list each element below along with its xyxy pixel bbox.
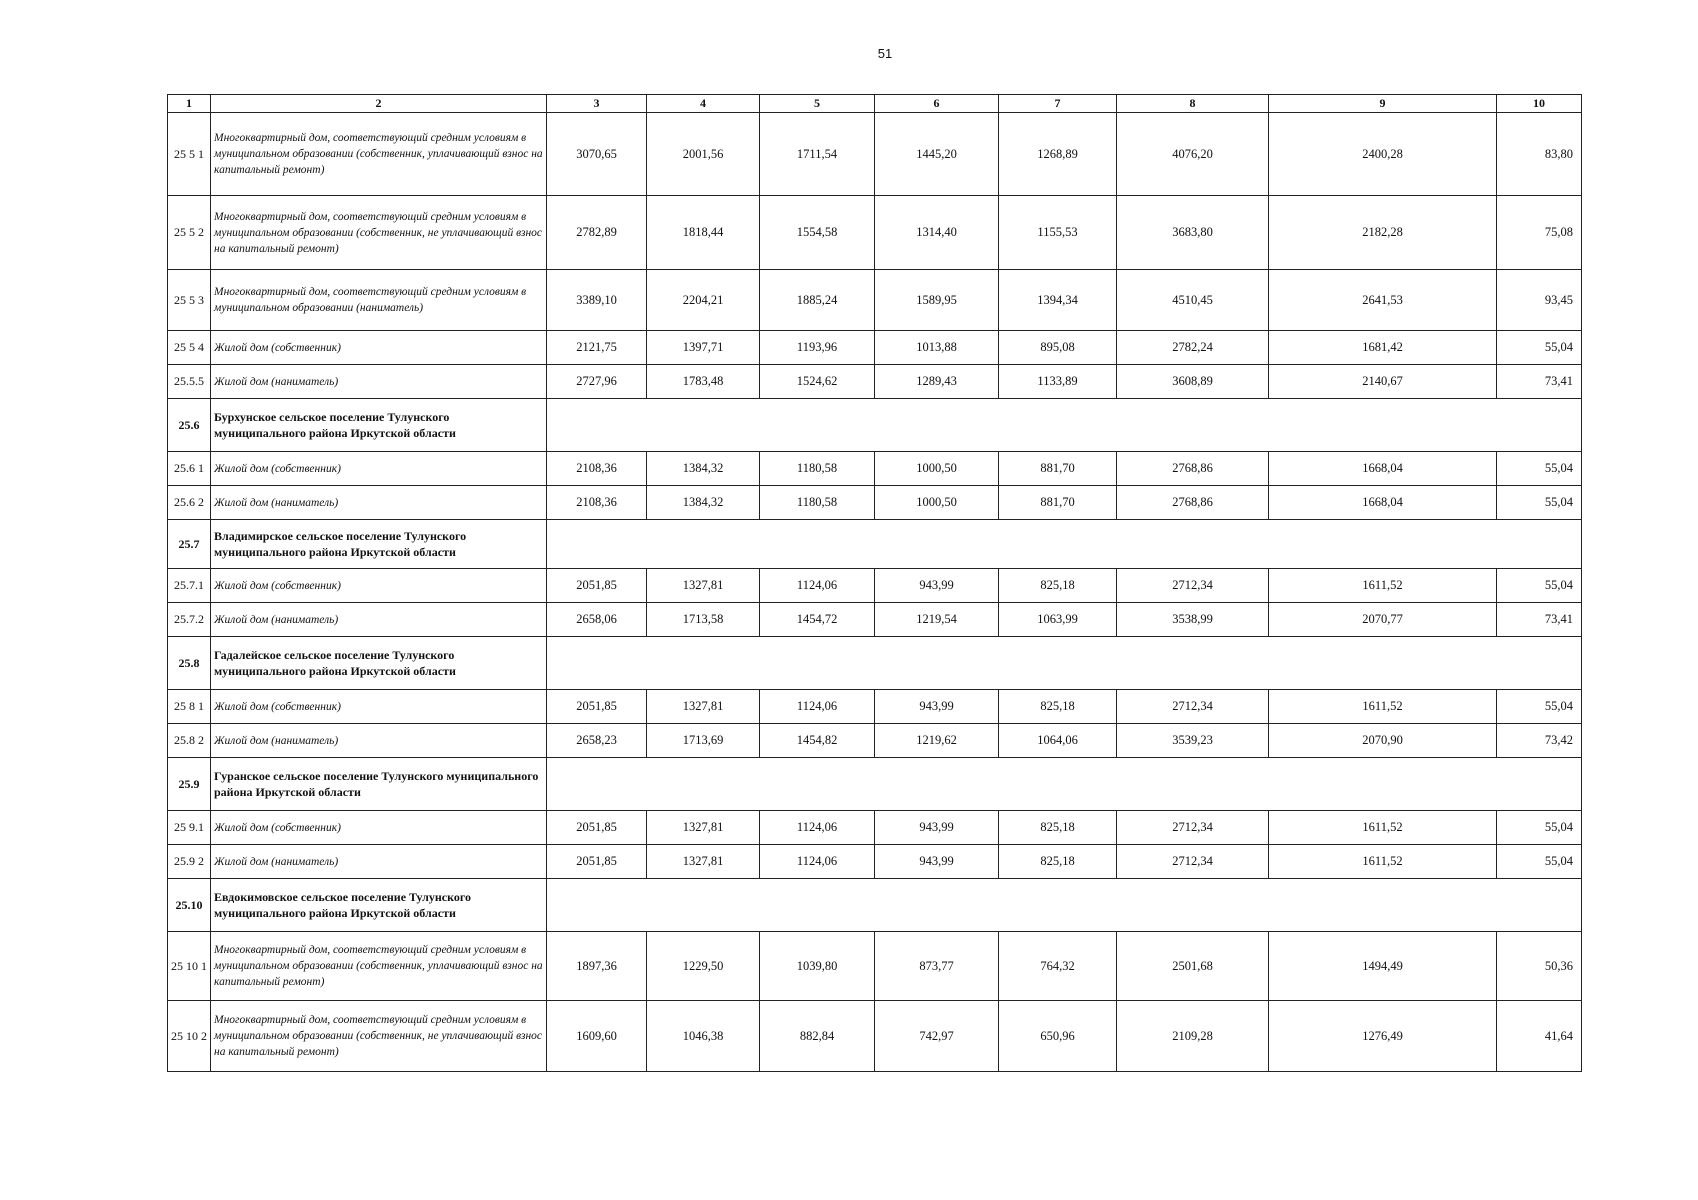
value-cell: 1384,32 (647, 486, 760, 520)
value-cell: 2712,34 (1117, 690, 1269, 724)
value-cell: 93,45 (1497, 270, 1582, 331)
value-cell: 2712,34 (1117, 569, 1269, 603)
section-name: Гадалейское сельское поселение Тулунского муниципального района Иркутской области (211, 637, 547, 690)
column-header: 1 (168, 95, 211, 113)
table-row (168, 603, 1582, 637)
value-cell: 1064,06 (999, 724, 1117, 758)
value-cell: 2051,85 (547, 845, 647, 879)
value-cell: 1039,80 (760, 932, 875, 1001)
value-cell: 1713,69 (647, 724, 760, 758)
value-cell: 4076,20 (1117, 113, 1269, 196)
section-filler (547, 879, 1582, 932)
value-cell: 1611,52 (1269, 569, 1497, 603)
value-cell: 1327,81 (647, 569, 760, 603)
value-cell: 1668,04 (1269, 452, 1497, 486)
value-cell: 1524,62 (760, 365, 875, 399)
row-name: Многоквартирный дом, соответствующий средним условиям в муниципальном образовании (собственник, не уплачивающий взнос на капитальный ремонт) (211, 196, 547, 270)
value-cell: 1327,81 (647, 811, 760, 845)
value-cell: 943,99 (875, 811, 999, 845)
value-cell: 1155,53 (999, 196, 1117, 270)
value-cell: 55,04 (1497, 690, 1582, 724)
value-cell: 50,36 (1497, 932, 1582, 1001)
value-cell: 1276,49 (1269, 1001, 1497, 1072)
value-cell: 2204,21 (647, 270, 760, 331)
row-code: 25.7 (168, 520, 211, 569)
value-cell: 55,04 (1497, 811, 1582, 845)
value-cell: 1394,34 (999, 270, 1117, 331)
row-name: Многоквартирный дом, соответствующий средним условиям в муниципальном образовании (собственник, уплачивающий взнос на капитальный ремонт) (211, 113, 547, 196)
row-name: Жилой дом (собственник) (211, 811, 547, 845)
value-cell: 943,99 (875, 569, 999, 603)
column-header: 3 (547, 95, 647, 113)
value-cell: 75,08 (1497, 196, 1582, 270)
value-cell: 1885,24 (760, 270, 875, 331)
row-code: 25.10 (168, 879, 211, 932)
value-cell: 1397,71 (647, 331, 760, 365)
column-header: 7 (999, 95, 1117, 113)
column-header: 6 (875, 95, 999, 113)
value-cell: 4510,45 (1117, 270, 1269, 331)
value-cell: 943,99 (875, 845, 999, 879)
row-code: 25 10 1 (168, 932, 211, 1001)
table-row (168, 690, 1582, 724)
value-cell: 2070,77 (1269, 603, 1497, 637)
value-cell: 764,32 (999, 932, 1117, 1001)
value-cell: 3070,65 (547, 113, 647, 196)
value-cell: 2782,89 (547, 196, 647, 270)
column-header: 5 (760, 95, 875, 113)
value-cell: 1713,58 (647, 603, 760, 637)
value-cell: 1124,06 (760, 811, 875, 845)
value-cell: 2768,86 (1117, 452, 1269, 486)
row-code: 25.5.5 (168, 365, 211, 399)
value-cell: 73,41 (1497, 365, 1582, 399)
row-name: Жилой дом (собственник) (211, 690, 547, 724)
value-cell: 3539,23 (1117, 724, 1269, 758)
column-header: 9 (1269, 95, 1497, 113)
table-row (168, 569, 1582, 603)
row-name: Жилой дом (собственник) (211, 452, 547, 486)
value-cell: 2108,36 (547, 452, 647, 486)
row-code: 25 5 3 (168, 270, 211, 331)
row-name: Многоквартирный дом, соответствующий средним условиям в муниципальном образовании (наниматель) (211, 270, 547, 331)
section-name: Гуранское сельское поселение Тулунского муниципального района Иркутской области (211, 758, 547, 811)
table-row (168, 331, 1582, 365)
value-cell: 1314,40 (875, 196, 999, 270)
section-row (168, 879, 1582, 932)
value-cell: 55,04 (1497, 845, 1582, 879)
value-cell: 1193,96 (760, 331, 875, 365)
tariff-table (167, 94, 1582, 1072)
table-row (168, 196, 1582, 270)
value-cell: 943,99 (875, 690, 999, 724)
value-cell: 1711,54 (760, 113, 875, 196)
row-name: Жилой дом (наниматель) (211, 845, 547, 879)
value-cell: 825,18 (999, 569, 1117, 603)
value-cell: 2121,75 (547, 331, 647, 365)
row-name: Жилой дом (собственник) (211, 331, 547, 365)
value-cell: 2400,28 (1269, 113, 1497, 196)
table-row (168, 486, 1582, 520)
value-cell: 3538,99 (1117, 603, 1269, 637)
value-cell: 83,80 (1497, 113, 1582, 196)
value-cell: 2768,86 (1117, 486, 1269, 520)
row-name: Жилой дом (наниматель) (211, 486, 547, 520)
row-name: Жилой дом (собственник) (211, 569, 547, 603)
value-cell: 1124,06 (760, 690, 875, 724)
value-cell: 1681,42 (1269, 331, 1497, 365)
value-cell: 2051,85 (547, 569, 647, 603)
value-cell: 55,04 (1497, 452, 1582, 486)
row-code: 25.6 (168, 399, 211, 452)
value-cell: 3683,80 (1117, 196, 1269, 270)
value-cell: 2712,34 (1117, 811, 1269, 845)
row-code: 25.7.2 (168, 603, 211, 637)
value-cell: 1454,72 (760, 603, 875, 637)
value-cell: 1180,58 (760, 486, 875, 520)
page-number: 51 (877, 46, 893, 61)
row-name: Многоквартирный дом, соответствующий средним условиям в муниципальном образовании (собственник, уплачивающий взнос на капитальный ремонт) (211, 932, 547, 1001)
table-row (168, 811, 1582, 845)
value-cell: 2182,28 (1269, 196, 1497, 270)
value-cell: 2109,28 (1117, 1001, 1269, 1072)
table-row (168, 1001, 1582, 1072)
row-name: Многоквартирный дом, соответствующий средним условиям в муниципальном образовании (собственник, не уплачивающий взнос на капитальный ремонт) (211, 1001, 547, 1072)
value-cell: 881,70 (999, 452, 1117, 486)
table-row (168, 113, 1582, 196)
value-cell: 3389,10 (547, 270, 647, 331)
value-cell: 742,97 (875, 1001, 999, 1072)
value-cell: 1445,20 (875, 113, 999, 196)
value-cell: 1046,38 (647, 1001, 760, 1072)
value-cell: 1327,81 (647, 690, 760, 724)
value-cell: 1000,50 (875, 452, 999, 486)
value-cell: 1668,04 (1269, 486, 1497, 520)
value-cell: 2051,85 (547, 690, 647, 724)
row-name: Жилой дом (наниматель) (211, 724, 547, 758)
value-cell: 1180,58 (760, 452, 875, 486)
value-cell: 2658,23 (547, 724, 647, 758)
section-filler (547, 758, 1582, 811)
value-cell: 1554,58 (760, 196, 875, 270)
value-cell: 2051,85 (547, 811, 647, 845)
row-code: 25.6 1 (168, 452, 211, 486)
section-name: Владимирское сельское поселение Тулунского муниципального района Иркутской области (211, 520, 547, 569)
value-cell: 1454,82 (760, 724, 875, 758)
row-code: 25.9 2 (168, 845, 211, 879)
row-code: 25.6 2 (168, 486, 211, 520)
table-row (168, 270, 1582, 331)
value-cell: 895,08 (999, 331, 1117, 365)
value-cell: 1589,95 (875, 270, 999, 331)
row-code: 25.9 (168, 758, 211, 811)
column-header: 2 (211, 95, 547, 113)
value-cell: 825,18 (999, 811, 1117, 845)
row-code: 25 9.1 (168, 811, 211, 845)
value-cell: 3608,89 (1117, 365, 1269, 399)
section-row (168, 520, 1582, 569)
row-code: 25 5 4 (168, 331, 211, 365)
value-cell: 2658,06 (547, 603, 647, 637)
value-cell: 1289,43 (875, 365, 999, 399)
section-name: Бурхунское сельское поселение Тулунского муниципального района Иркутской области (211, 399, 547, 452)
row-name: Жилой дом (наниматель) (211, 603, 547, 637)
value-cell: 825,18 (999, 690, 1117, 724)
value-cell: 1897,36 (547, 932, 647, 1001)
value-cell: 2070,90 (1269, 724, 1497, 758)
table-row (168, 724, 1582, 758)
value-cell: 1133,89 (999, 365, 1117, 399)
row-code: 25 5 2 (168, 196, 211, 270)
section-name: Евдокимовское сельское поселение Тулунского муниципального района Иркутской области (211, 879, 547, 932)
value-cell: 1219,62 (875, 724, 999, 758)
row-code: 25 8 1 (168, 690, 211, 724)
value-cell: 73,41 (1497, 603, 1582, 637)
value-cell: 2108,36 (547, 486, 647, 520)
value-cell: 2782,24 (1117, 331, 1269, 365)
value-cell: 1609,60 (547, 1001, 647, 1072)
value-cell: 1124,06 (760, 569, 875, 603)
section-row (168, 758, 1582, 811)
value-cell: 1013,88 (875, 331, 999, 365)
table-row (168, 845, 1582, 879)
column-header: 4 (647, 95, 760, 113)
value-cell: 55,04 (1497, 331, 1582, 365)
row-code: 25.7.1 (168, 569, 211, 603)
value-cell: 2727,96 (547, 365, 647, 399)
value-cell: 1268,89 (999, 113, 1117, 196)
value-cell: 1494,49 (1269, 932, 1497, 1001)
table-row (168, 452, 1582, 486)
value-cell: 825,18 (999, 845, 1117, 879)
value-cell: 55,04 (1497, 569, 1582, 603)
value-cell: 1818,44 (647, 196, 760, 270)
value-cell: 1124,06 (760, 845, 875, 879)
section-row (168, 637, 1582, 690)
value-cell: 1611,52 (1269, 811, 1497, 845)
value-cell: 881,70 (999, 486, 1117, 520)
header-row (168, 95, 1582, 113)
section-filler (547, 637, 1582, 690)
value-cell: 55,04 (1497, 486, 1582, 520)
value-cell: 1063,99 (999, 603, 1117, 637)
value-cell: 1783,48 (647, 365, 760, 399)
value-cell: 1611,52 (1269, 845, 1497, 879)
value-cell: 1611,52 (1269, 690, 1497, 724)
value-cell: 1219,54 (875, 603, 999, 637)
value-cell: 650,96 (999, 1001, 1117, 1072)
value-cell: 2001,56 (647, 113, 760, 196)
value-cell: 873,77 (875, 932, 999, 1001)
row-code: 25.8 (168, 637, 211, 690)
value-cell: 2140,67 (1269, 365, 1497, 399)
column-header: 10 (1497, 95, 1582, 113)
value-cell: 41,64 (1497, 1001, 1582, 1072)
row-name: Жилой дом (наниматель) (211, 365, 547, 399)
value-cell: 2641,53 (1269, 270, 1497, 331)
value-cell: 73,42 (1497, 724, 1582, 758)
column-header: 8 (1117, 95, 1269, 113)
value-cell: 1384,32 (647, 452, 760, 486)
value-cell: 2501,68 (1117, 932, 1269, 1001)
value-cell: 882,84 (760, 1001, 875, 1072)
row-code: 25.8 2 (168, 724, 211, 758)
value-cell: 2712,34 (1117, 845, 1269, 879)
table-row (168, 365, 1582, 399)
row-code: 25 10 2 (168, 1001, 211, 1072)
section-filler (547, 399, 1582, 452)
value-cell: 1327,81 (647, 845, 760, 879)
value-cell: 1000,50 (875, 486, 999, 520)
row-code: 25 5 1 (168, 113, 211, 196)
value-cell: 1229,50 (647, 932, 760, 1001)
section-filler (547, 520, 1582, 569)
table-row (168, 932, 1582, 1001)
section-row (168, 399, 1582, 452)
